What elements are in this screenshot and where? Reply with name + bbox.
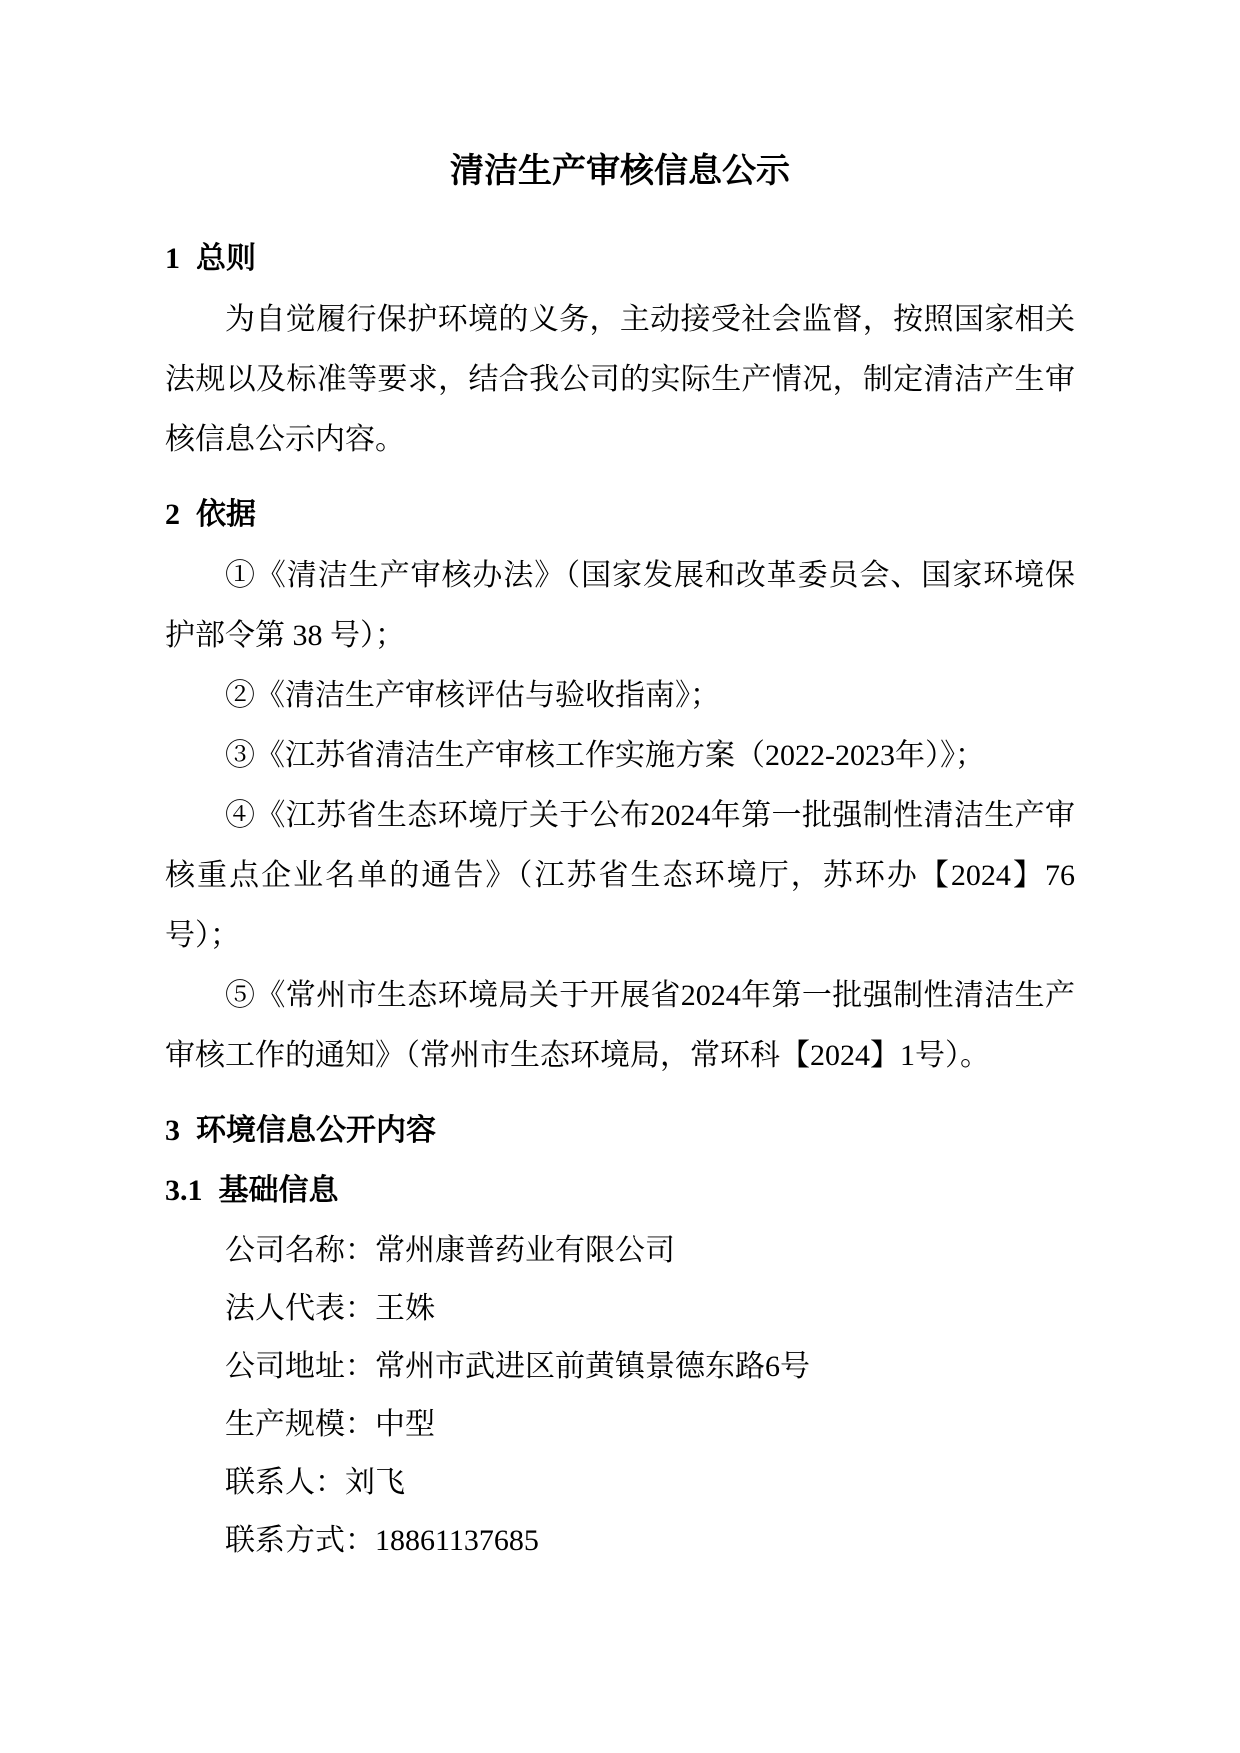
field-company-name [165, 1222, 1075, 1280]
field-company-name-label: 公司名称： [225, 1234, 375, 1267]
field-company-name-value: 常州康普药业有限公司 [375, 1234, 675, 1267]
section-1-title: 总则 [196, 242, 256, 275]
section-3-1-heading [165, 1170, 1075, 1212]
field-contact-phone-value: 18861137685 [375, 1524, 539, 1557]
field-legal-representative [165, 1280, 1075, 1338]
section-3-number: 3 [165, 1114, 180, 1147]
basic-info-fields [165, 1222, 1075, 1570]
basis-item-5: ⑤《常州市生态环境局关于开展省2024年第一批强制性清洁生产审核工作的通知》（常州市生态环境局，常环科【2024】1号）。 [165, 979, 1075, 1072]
field-contact-phone [165, 1512, 1075, 1570]
section-2-heading [165, 494, 1075, 536]
section-basis [165, 494, 1075, 1086]
section-2-number: 2 [165, 498, 180, 531]
field-contact-person-value: 刘飞 [345, 1466, 405, 1499]
field-legal-representative-label: 法人代表： [225, 1292, 375, 1325]
basis-item-4: ④《江苏省生态环境厅关于公布2024年第一批强制性清洁生产审核重点企业名单的通告》（江苏省生态环境厅，苏环办【2024】76号）； [165, 799, 1075, 952]
basis-item-2: ②《清洁生产审核评估与验收指南》； [225, 679, 720, 712]
field-company-address [165, 1338, 1075, 1396]
field-production-scale-label: 生产规模： [225, 1408, 375, 1441]
field-legal-representative-value: 王姝 [375, 1292, 435, 1325]
field-production-scale [165, 1396, 1075, 1454]
field-company-address-label: 公司地址： [225, 1350, 375, 1383]
field-contact-person [165, 1454, 1075, 1512]
document-title: 清洁生产审核信息公示 [450, 153, 790, 190]
section-3-1-title: 基础信息 [218, 1174, 339, 1207]
basis-item-3: ③《江苏省清洁生产审核工作实施方案（2022-2023年）》； [225, 739, 985, 772]
section-disclosure [165, 1110, 1075, 1570]
field-contact-person-label: 联系人： [225, 1466, 345, 1499]
field-company-address-value: 常州市武进区前黄镇景德东路6号 [375, 1350, 810, 1383]
general-paragraph: 为自觉履行保护环境的义务，主动接受社会监督，按照国家相关法规以及标准等要求，结合我公司的实际生产情况，制定清洁产生审核信息公示内容。 [165, 303, 1075, 456]
section-general [165, 238, 1075, 470]
section-3-heading [165, 1110, 1075, 1152]
field-contact-phone-label: 联系方式： [225, 1524, 375, 1557]
section-3-title: 环境信息公开内容 [196, 1114, 436, 1147]
section-1-number: 1 [165, 242, 180, 275]
field-production-scale-value: 中型 [375, 1408, 435, 1441]
section-3-1-number: 3.1 [165, 1174, 203, 1207]
section-1-heading [165, 238, 1075, 280]
section-2-title: 依据 [196, 498, 256, 531]
basis-item-1: ①《清洁生产审核办法》（国家发展和改革委员会、国家环境保护部令第 38 号）； [165, 559, 1075, 652]
